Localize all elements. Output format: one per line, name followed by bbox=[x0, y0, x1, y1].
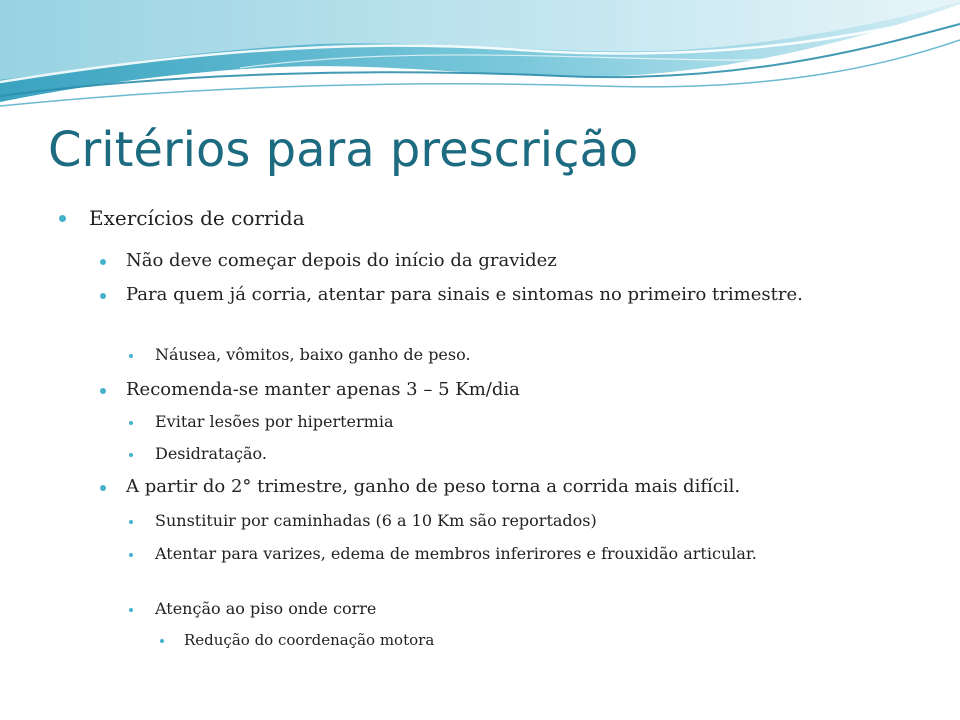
slide-title: Critérios para prescrição bbox=[48, 122, 639, 178]
bullet-text: Exercícios de corrida bbox=[89, 206, 305, 230]
bullet-dot-icon bbox=[129, 453, 133, 457]
bullet-item bbox=[56, 511, 597, 531]
bullet-dot-icon bbox=[129, 608, 133, 612]
bullet-dot-icon bbox=[100, 485, 106, 491]
bullet-item bbox=[56, 544, 895, 564]
bullet-text: Redução do coordenação motora bbox=[184, 631, 435, 649]
bullet-item bbox=[56, 476, 926, 498]
wave-header-decoration bbox=[0, 0, 960, 120]
bullet-item bbox=[56, 599, 376, 619]
bullet-item bbox=[56, 345, 471, 365]
bullet-dot-icon bbox=[160, 639, 164, 643]
bullet-text: Recomenda-se manter apenas 3 – 5 Km/dia bbox=[126, 379, 520, 400]
bullet-text: A partir do 2° trimestre, ganho de peso torna a corrida mais difícil. bbox=[126, 476, 741, 497]
bullet-text: Evitar lesões por hipertermia bbox=[155, 412, 394, 431]
bullet-item bbox=[56, 631, 434, 649]
bullet-dot-icon bbox=[100, 293, 106, 299]
bullet-text: Desidratação. bbox=[155, 444, 267, 463]
bullet-item bbox=[56, 206, 305, 230]
bullet-text: Sunstituir por caminhadas (6 a 10 Km são reportados) bbox=[155, 511, 597, 530]
bullet-dot-icon bbox=[100, 259, 106, 265]
bullet-text: Atentar para varizes, edema de membros inferirores e frouxidão articular. bbox=[155, 544, 757, 563]
bullet-dot-icon bbox=[100, 388, 106, 394]
bullet-item bbox=[56, 284, 916, 306]
bullet-text: Atenção ao piso onde corre bbox=[155, 599, 377, 618]
bullet-dot-icon bbox=[129, 520, 133, 524]
bullet-text: Para quem já corria, atentar para sinais e sintomas no primeiro trimestre. bbox=[126, 284, 803, 305]
bullet-text: Náusea, vômitos, baixo ganho de peso. bbox=[155, 345, 471, 364]
bullet-item bbox=[56, 412, 394, 432]
bullet-dot-icon bbox=[129, 354, 133, 358]
bullet-dot-icon bbox=[59, 215, 66, 222]
bullet-dot-icon bbox=[129, 553, 133, 557]
bullet-item bbox=[56, 444, 267, 464]
bullet-dot-icon bbox=[129, 421, 133, 425]
bullet-item bbox=[56, 250, 557, 272]
bullet-text: Não deve começar depois do início da gravidez bbox=[126, 250, 557, 271]
bullet-item bbox=[56, 379, 520, 401]
